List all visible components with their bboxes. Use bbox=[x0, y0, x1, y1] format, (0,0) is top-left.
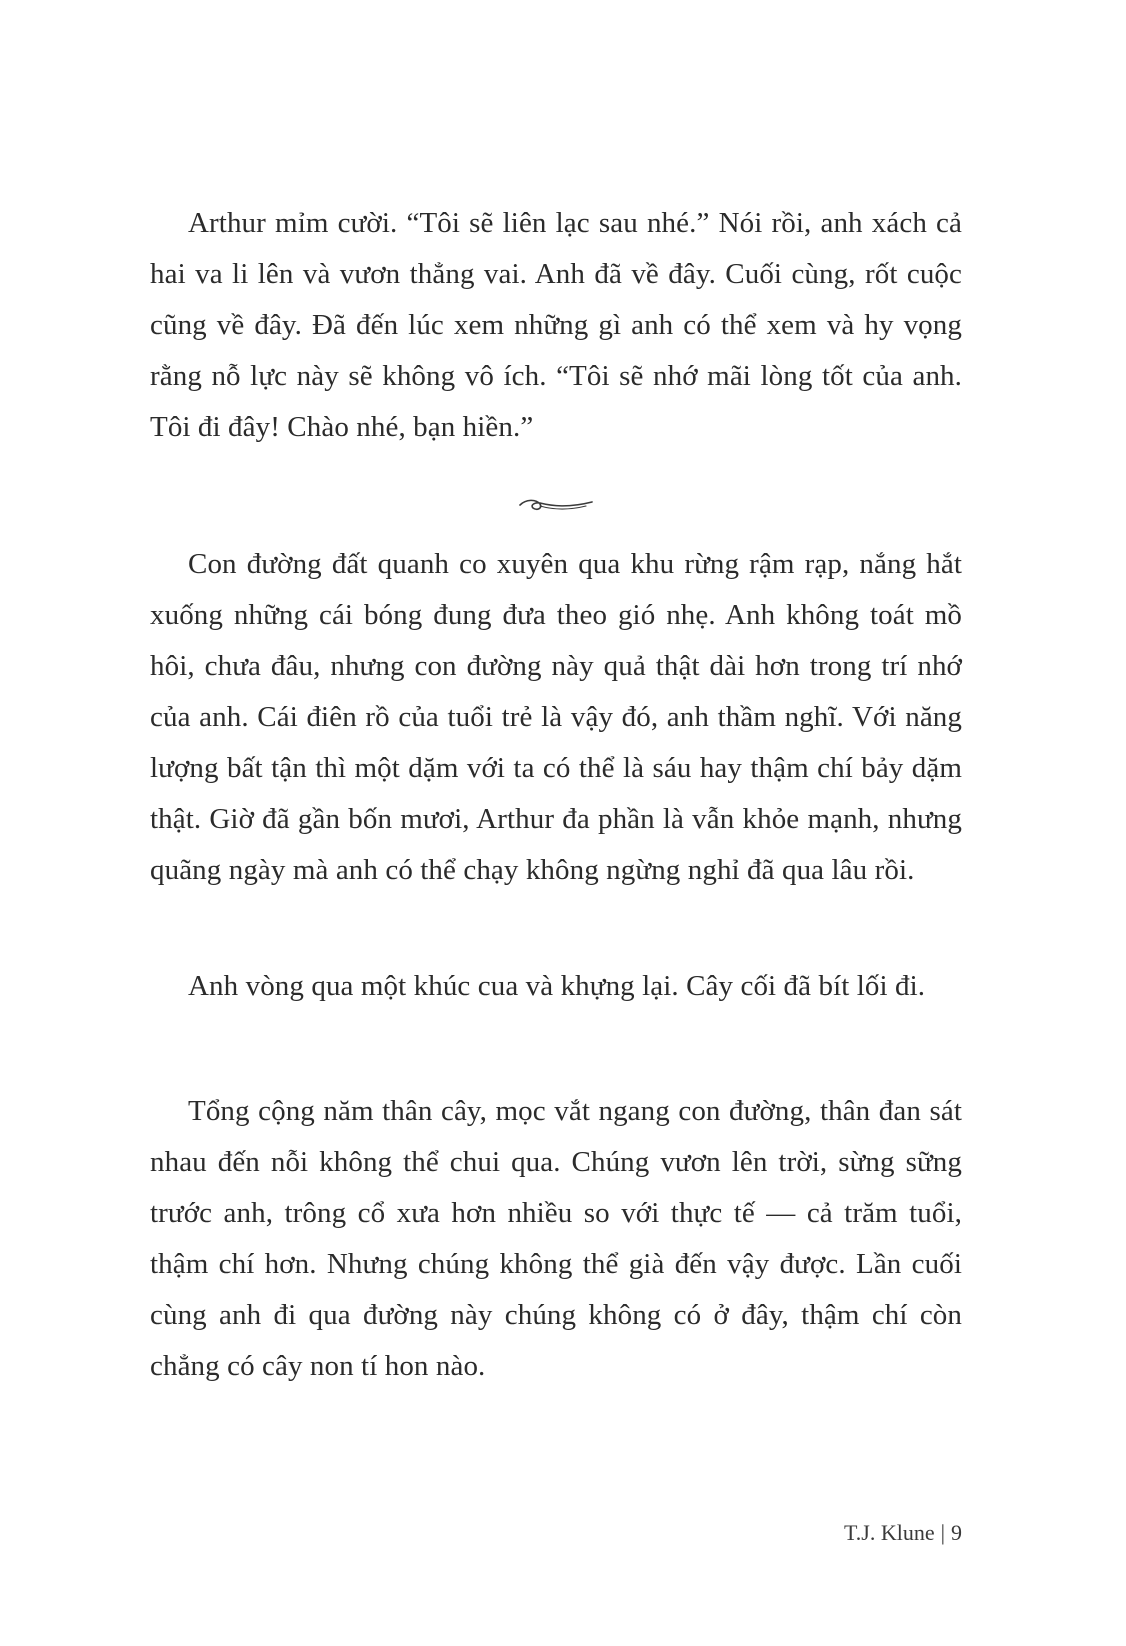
paragraph-1: Arthur mỉm cười. “Tôi sẽ liên lạc sau nhé.” Nói rồi, anh xách cả hai va li lên và vươn thẳng vai. Anh đã về đây. Cuối cùng, rốt cuộc cũng về đây. Đã đến lúc xem những gì anh có thể xem và hy vọng rằng nỗ lực này sẽ không vô ích. “Tôi sẽ nhớ mãi lòng tốt của anh. Tôi đi đây! Chào nhé, bạn hiền.” bbox=[150, 207, 962, 443]
page-number: 9 bbox=[951, 1520, 962, 1545]
footer-separator: | bbox=[940, 1520, 945, 1545]
paragraph-2: Con đường đất quanh co xuyên qua khu rừng rậm rạp, nắng hắt xuống những cái bóng đung đưa theo gió nhẹ. Anh không toát mồ hôi, chưa đâu, nhưng con đường này quả thật dài hơn trong trí nhớ của anh. Cái điên rồ của tuổi trẻ là vậy đó, anh thầm nghĩ. Với năng lượng bất tận thì một dặm với ta có thể là sáu hay thậm chí bảy dặm thật. Giờ đã gần bốn mươi, Arthur đa phần là vẫn khỏe mạnh, nhưng quãng ngày mà anh có thể chạy không ngừng nghỉ đã qua lâu rồi. bbox=[150, 548, 962, 886]
paragraph-3: Anh vòng qua một khúc cua và khựng lại. Cây cối đã bít lối đi. bbox=[188, 970, 926, 1002]
footer-author: T.J. Klune bbox=[843, 1520, 935, 1545]
page-footer bbox=[844, 1520, 962, 1546]
flourish-divider-icon bbox=[516, 494, 596, 516]
paragraph-4: Tổng cộng năm thân cây, mọc vắt ngang con đường, thân đan sát nhau đến nỗi không thể chui qua. Chúng vươn lên trời, sừng sững trước anh, trông cổ xưa hơn nhiều so với thực tế — cả trăm tuổi, thậm chí hơn. Nhưng chúng không thể già đến vậy được. Lần cuối cùng anh đi qua đường này chúng không có ở đây, thậm chí còn chẳng có cây non tí hon nào. bbox=[150, 1095, 962, 1382]
